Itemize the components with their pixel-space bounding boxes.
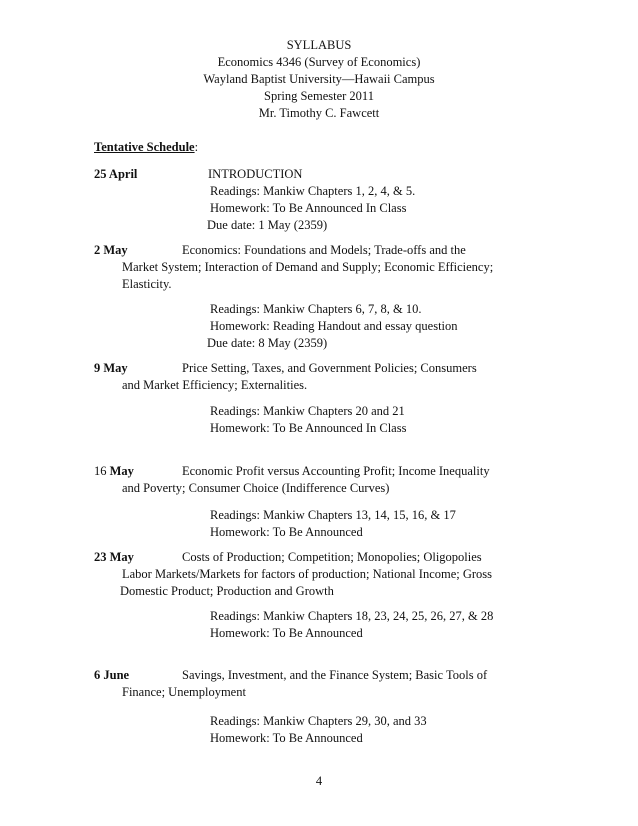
- topic-line: Price Setting, Taxes, and Government Policies; Consumers: [182, 361, 477, 375]
- topic-line: Economics: Foundations and Models; Trade-offs and the: [182, 243, 466, 257]
- header-university: Wayland Baptist University—Hawaii Campus: [203, 72, 435, 86]
- session-topic-continued: [122, 377, 307, 394]
- header-instructor: Mr. Timothy C. Fawcett: [258, 106, 380, 120]
- homework-line: Homework: To Be Announced: [210, 626, 363, 640]
- topic-line: and Poverty; Consumer Choice (Indifference Curves): [122, 481, 390, 495]
- session-date: 2 May: [94, 243, 128, 257]
- session-date: 6 June: [94, 668, 130, 682]
- session-topic: [182, 463, 490, 480]
- session-date: [94, 463, 134, 480]
- readings-line: Readings: Mankiw Chapters 13, 14, 15, 16, & 17: [210, 508, 456, 522]
- schedule-heading: [94, 139, 198, 156]
- session-details: [210, 403, 406, 437]
- session-topic: [182, 242, 466, 259]
- session-details: [210, 608, 493, 642]
- topic-line: Market System; Interaction of Demand and Supply; Economic Efficiency;: [122, 260, 494, 274]
- schedule-heading-colon: :: [194, 140, 199, 154]
- schedule-heading-text: Tentative Schedule: [94, 140, 195, 154]
- session-topic: [208, 166, 302, 183]
- homework-line: Homework: To Be Announced In Class: [210, 201, 407, 215]
- topic-line: Savings, Investment, and the Finance System; Basic Tools of: [182, 668, 488, 682]
- session-details: [207, 301, 458, 352]
- session-topic: [182, 360, 477, 377]
- readings-line: Readings: Mankiw Chapters 1, 2, 4, & 5.: [210, 184, 416, 198]
- readings-line: Readings: Mankiw Chapters 18, 23, 24, 25, 26, 27, & 28: [210, 609, 494, 623]
- topic-line: Finance; Unemployment: [122, 685, 246, 699]
- topic-line: INTRODUCTION: [208, 167, 303, 181]
- session-topic: [182, 549, 482, 566]
- session-details: [210, 713, 427, 747]
- topic-line: Economic Profit versus Accounting Profit; Income Inequality: [182, 464, 490, 478]
- due-date-line: Due date: 1 May (2359): [207, 218, 328, 232]
- homework-line: Homework: To Be Announced: [210, 731, 363, 745]
- page-number: 4: [315, 774, 323, 788]
- due-date-line: Due date: 8 May (2359): [207, 336, 328, 350]
- session-date: 9 May: [94, 361, 128, 375]
- header-semester: Spring Semester 2011: [264, 89, 374, 103]
- homework-line: Homework: To Be Announced In Class: [210, 421, 407, 435]
- header-title: SYLLABUS: [286, 38, 352, 52]
- readings-line: Readings: Mankiw Chapters 6, 7, 8, & 10.: [210, 302, 422, 316]
- session-date: 25 April: [94, 167, 138, 181]
- session-details: [210, 507, 456, 541]
- session-date: 23 May: [94, 550, 134, 564]
- session-topic-continued: [122, 480, 389, 497]
- session-date-month: May: [109, 464, 134, 478]
- session-date-day: 16: [94, 464, 110, 478]
- readings-line: Readings: Mankiw Chapters 29, 30, and 33: [210, 714, 427, 728]
- topic-line: Elasticity.: [122, 277, 172, 291]
- session-topic-continued: [122, 259, 493, 293]
- session-topic: [182, 667, 487, 684]
- homework-line: Homework: Reading Handout and essay question: [210, 319, 458, 333]
- topic-line: Costs of Production; Competition; Monopolies; Oligopolies: [182, 550, 482, 564]
- header-course: Economics 4346 (Survey of Economics): [217, 55, 421, 69]
- topic-line: Labor Markets/Markets for factors of production; National Income; Gross: [122, 567, 493, 581]
- session-topic-continued: [122, 684, 246, 701]
- homework-line: Homework: To Be Announced: [210, 525, 363, 539]
- readings-line: Readings: Mankiw Chapters 20 and 21: [210, 404, 405, 418]
- topic-line: Domestic Product; Production and Growth: [120, 584, 334, 598]
- session-details: [207, 183, 416, 234]
- syllabus-header: [0, 37, 638, 122]
- topic-line: and Market Efficiency; Externalities.: [122, 378, 308, 392]
- session-topic-continued: [122, 566, 492, 600]
